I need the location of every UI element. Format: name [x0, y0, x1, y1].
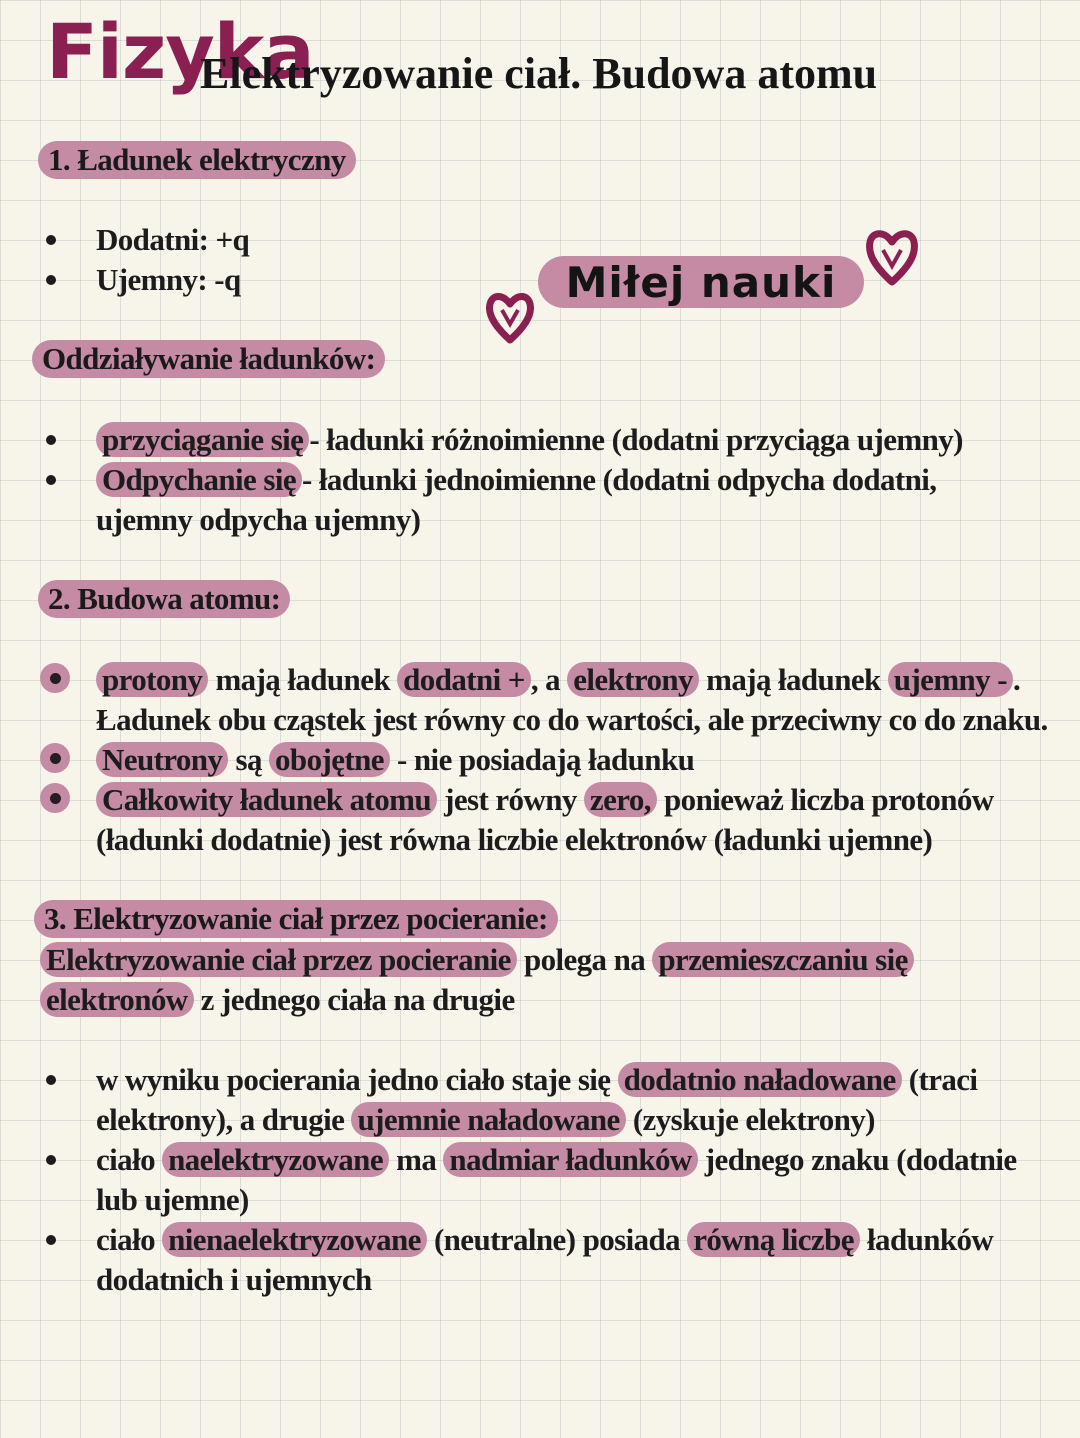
highlight-term: Odpychanie się — [96, 462, 302, 497]
item-text: - ładunki różnoimienne (dodatni przyciąga ujemny) — [309, 422, 963, 457]
brand-logo: Fizyka — [46, 7, 314, 96]
highlight-term: przemieszczaniu się — [652, 942, 913, 977]
item-text: ciało — [96, 1142, 163, 1177]
highlight-term: ujemny - — [888, 662, 1013, 697]
bullet-icon — [40, 663, 70, 693]
page-title: Elektryzowanie ciał. Budowa atomu — [200, 49, 878, 98]
item-text: ciało — [96, 1222, 163, 1257]
highlight-term: elektronów — [40, 982, 194, 1017]
item-text: - ładunki jednoimienne (dodatni odpycha dodatni, — [302, 462, 937, 497]
item-text: w wyniku pocierania jedno ciało staje się — [96, 1062, 618, 1097]
item-text: ładunków — [859, 1222, 994, 1257]
list-item-continuation — [96, 1100, 875, 1140]
list-item — [96, 460, 936, 500]
list-item-continuation: lub ujemne) — [96, 1182, 249, 1217]
highlight-term: dodatnio naładowane — [618, 1062, 902, 1097]
section-heading-electrification: 3. Elektryzowanie ciał przez pocieranie: — [34, 900, 558, 938]
section-heading-atom: 2. Budowa atomu: — [38, 580, 290, 618]
highlight-term: protony — [96, 662, 208, 697]
item-text: (zyskuje elektrony) — [625, 1102, 875, 1137]
list-item — [96, 1060, 977, 1100]
intro-text — [40, 980, 515, 1020]
bullet-icon — [46, 475, 56, 485]
heart-icon — [866, 228, 918, 286]
bullet-icon — [46, 1235, 56, 1245]
list-item: Ujemny: -q — [96, 262, 241, 297]
item-text: (traci — [901, 1062, 978, 1097]
list-item: Dodatni: +q — [96, 222, 250, 257]
list-item-continuation: Ładunek obu cząstek jest równy co do wartości, ale przeciwny co do znaku. — [96, 702, 1048, 737]
list-item — [96, 740, 694, 780]
bullet-icon — [46, 275, 56, 285]
item-text: mają ładunek — [698, 662, 888, 697]
highlight-term: obojętne — [269, 742, 390, 777]
highlight-term: nadmiar ładunków — [443, 1142, 697, 1177]
item-text: , a — [530, 662, 568, 697]
item-text: - nie posiadają ładunku — [389, 742, 695, 777]
highlight-term: naelektryzowane — [162, 1142, 389, 1177]
item-text: ma — [388, 1142, 444, 1177]
bullet-icon — [46, 1075, 56, 1085]
list-item — [96, 1220, 993, 1260]
bullet-icon — [46, 435, 56, 445]
highlight-term: Neutrony — [96, 742, 228, 777]
list-item — [96, 660, 1020, 700]
heart-icon — [486, 290, 534, 344]
intro-text — [40, 940, 914, 980]
highlight-term: przyciąganie się — [96, 422, 309, 457]
item-text: . — [1012, 662, 1021, 697]
highlight-term: zero, — [584, 782, 657, 817]
item-text: jest równy — [437, 782, 584, 817]
item-text: jednego znaku (dodatnie — [697, 1142, 1017, 1177]
highlight-term: ujemnie naładowane — [351, 1102, 625, 1137]
list-item-continuation: dodatnich i ujemnych — [96, 1262, 372, 1297]
item-text: z jednego ciała na drugie — [193, 982, 515, 1017]
highlight-term: dodatni + — [397, 662, 531, 697]
highlight-term: nienaelektryzowane — [162, 1222, 427, 1257]
highlight-term: Całkowity ładunek atomu — [96, 782, 437, 817]
bullet-icon — [46, 1155, 56, 1165]
highlight-term: Elektryzowanie ciał przez pocieranie — [40, 942, 517, 977]
item-text: ponieważ liczba protonów — [656, 782, 994, 817]
item-text: mają ładunek — [208, 662, 398, 697]
list-item-continuation: ujemny odpycha ujemny) — [96, 502, 421, 537]
list-item — [96, 1140, 1017, 1180]
bullet-icon — [40, 783, 70, 813]
bullet-icon — [40, 743, 70, 773]
list-item — [96, 780, 994, 820]
item-text: elektrony), a drugie — [96, 1102, 352, 1137]
highlight-term: równą liczbę — [687, 1222, 860, 1257]
item-text: (neutralne) posiada — [426, 1222, 688, 1257]
list-item-continuation: (ładunki dodatnie) jest równa liczbie elektronów (ładunki ujemne) — [96, 822, 933, 857]
section-heading-interactions: Oddziaływanie ładunków: — [32, 340, 385, 378]
list-item — [96, 420, 963, 460]
highlight-term: elektrony — [567, 662, 699, 697]
sticker-label: Miłej nauki — [538, 256, 864, 308]
bullet-icon — [46, 235, 56, 245]
section-heading-charge: 1. Ładunek elektryczny — [38, 141, 356, 179]
item-text: są — [228, 742, 270, 777]
item-text: polega na — [516, 942, 653, 977]
